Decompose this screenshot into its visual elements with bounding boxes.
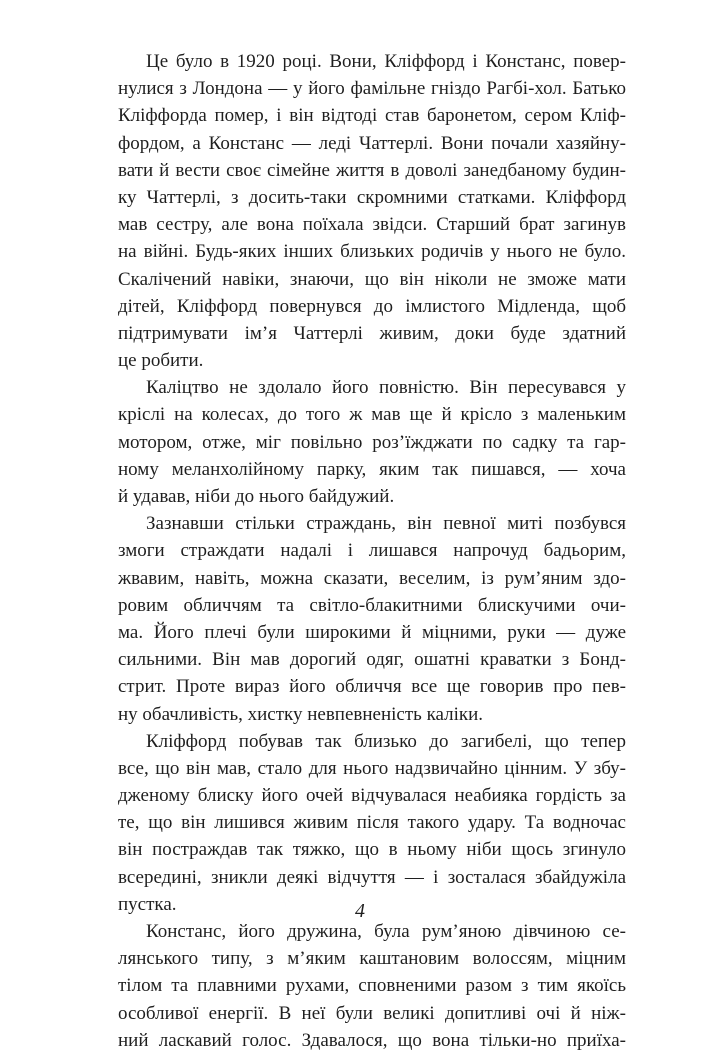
text-line: ма. Його плечі були широкими й міцними, руки — дуже: [118, 621, 626, 643]
text-line: тілом та плавними рухами, сповненими разом з тим якоїсь: [118, 975, 626, 997]
text-line: на війні. Будь-яких інших близьких родичів у нього не було.: [118, 241, 626, 263]
text-line: Це було в 1920 році. Вони, Кліффорд і Констанс, повер-: [146, 51, 626, 72]
text-line: Скалічений навіки, знаючи, що він ніколи не зможе мати: [118, 268, 626, 290]
text-line: нулися з Лондона — у його фамільне гніздо Рагбі-хол. Батько: [118, 78, 626, 100]
text-line: стрит. Проте вираз його обличчя все ще говорив про пев-: [118, 676, 626, 698]
text-line: підтримувати ім’я Чаттерлі живим, доки буде здатний: [118, 322, 626, 344]
text-line: мотором, отже, міг повільно роз’їжджати по садку та гар-: [118, 431, 626, 453]
text-line: фордом, а Констанс — леді Чаттерлі. Вони почали хазяйну-: [118, 132, 626, 154]
text-line: дженому блиску його очей відчувалася неабияка гордість за: [118, 785, 626, 807]
text-line: дітей, Кліффорд повернувся до імлистого Мідленда, щоб: [118, 295, 626, 317]
text-line: ному меланхолійному парку, яким так пишався, — хоча: [118, 458, 626, 480]
text-line: пустка.: [118, 893, 177, 915]
text-line: й удавав, ніби до нього байдужий.: [118, 486, 395, 507]
text-line: ровим обличчям та світло-блакитними блискучими очи-: [118, 594, 626, 616]
text-line: всередині, зникли деякі відчуття — і зосталася збайдужіла: [118, 866, 626, 888]
paragraph: [118, 728, 626, 918]
text-line: змоги страждати надалі і лишався напрочуд бадьорим,: [118, 540, 626, 562]
paragraph: [118, 374, 626, 510]
text-line: ну обачливість, хистку невпевненість каліки.: [118, 703, 484, 725]
text-line: Констанс, його дружина, була рум’яною дівчиною се-: [146, 921, 626, 942]
text-line: лянського типу, з м’яким каштановим волоссям, міцним: [118, 948, 626, 970]
text-line: жвавим, навіть, можна сказати, веселим, із рум’яним здо-: [118, 567, 626, 589]
text-line: ку Чаттерлі, з досить-таки скромними статками. Кліффорд: [118, 186, 626, 208]
text-line: це робити.: [118, 350, 204, 372]
page-number: 4: [355, 900, 365, 922]
paragraph: [118, 510, 626, 728]
text-line: Зазнавши стільки страждань, він певної миті позбувся: [146, 513, 626, 535]
text-line: те, що він лишився живим після такого удару. Та водночас: [118, 812, 626, 834]
text-line: ний ласкавий голос. Здавалося, що вона тільки-но приїха-: [118, 1029, 626, 1051]
paragraph: [118, 918, 626, 1054]
text-line: кріслі на колесах, до того ж мав ще й крісло з маленьким: [118, 404, 626, 426]
text-line: вати й вести своє сімейне життя в доволі занедбаному будин-: [118, 159, 626, 181]
text-line: Кліффорд побував так близько до загибелі, що тепер: [146, 730, 626, 752]
text-line: мав сестру, але вона поїхала звідси. Старший брат загинув: [118, 214, 626, 236]
text-line: особливої енергії. В неї були великі допитливі очі й ніж-: [118, 1002, 626, 1024]
text-line: Кліффорда помер, і він відтоді став баронетом, сером Кліф-: [118, 105, 626, 127]
paragraph: [118, 48, 626, 374]
text-line: він постраждав так тяжко, що в ньому ніби щось згинуло: [118, 839, 626, 861]
text-line: Каліцтво не здолало його повністю. Він пересувався у: [146, 377, 626, 399]
text-line: все, що він мав, стало для нього надзвичайно цінним. У збу-: [118, 757, 626, 779]
text-line: сильними. Він мав дорогий одяг, ошатні краватки з Бонд-: [118, 649, 626, 671]
